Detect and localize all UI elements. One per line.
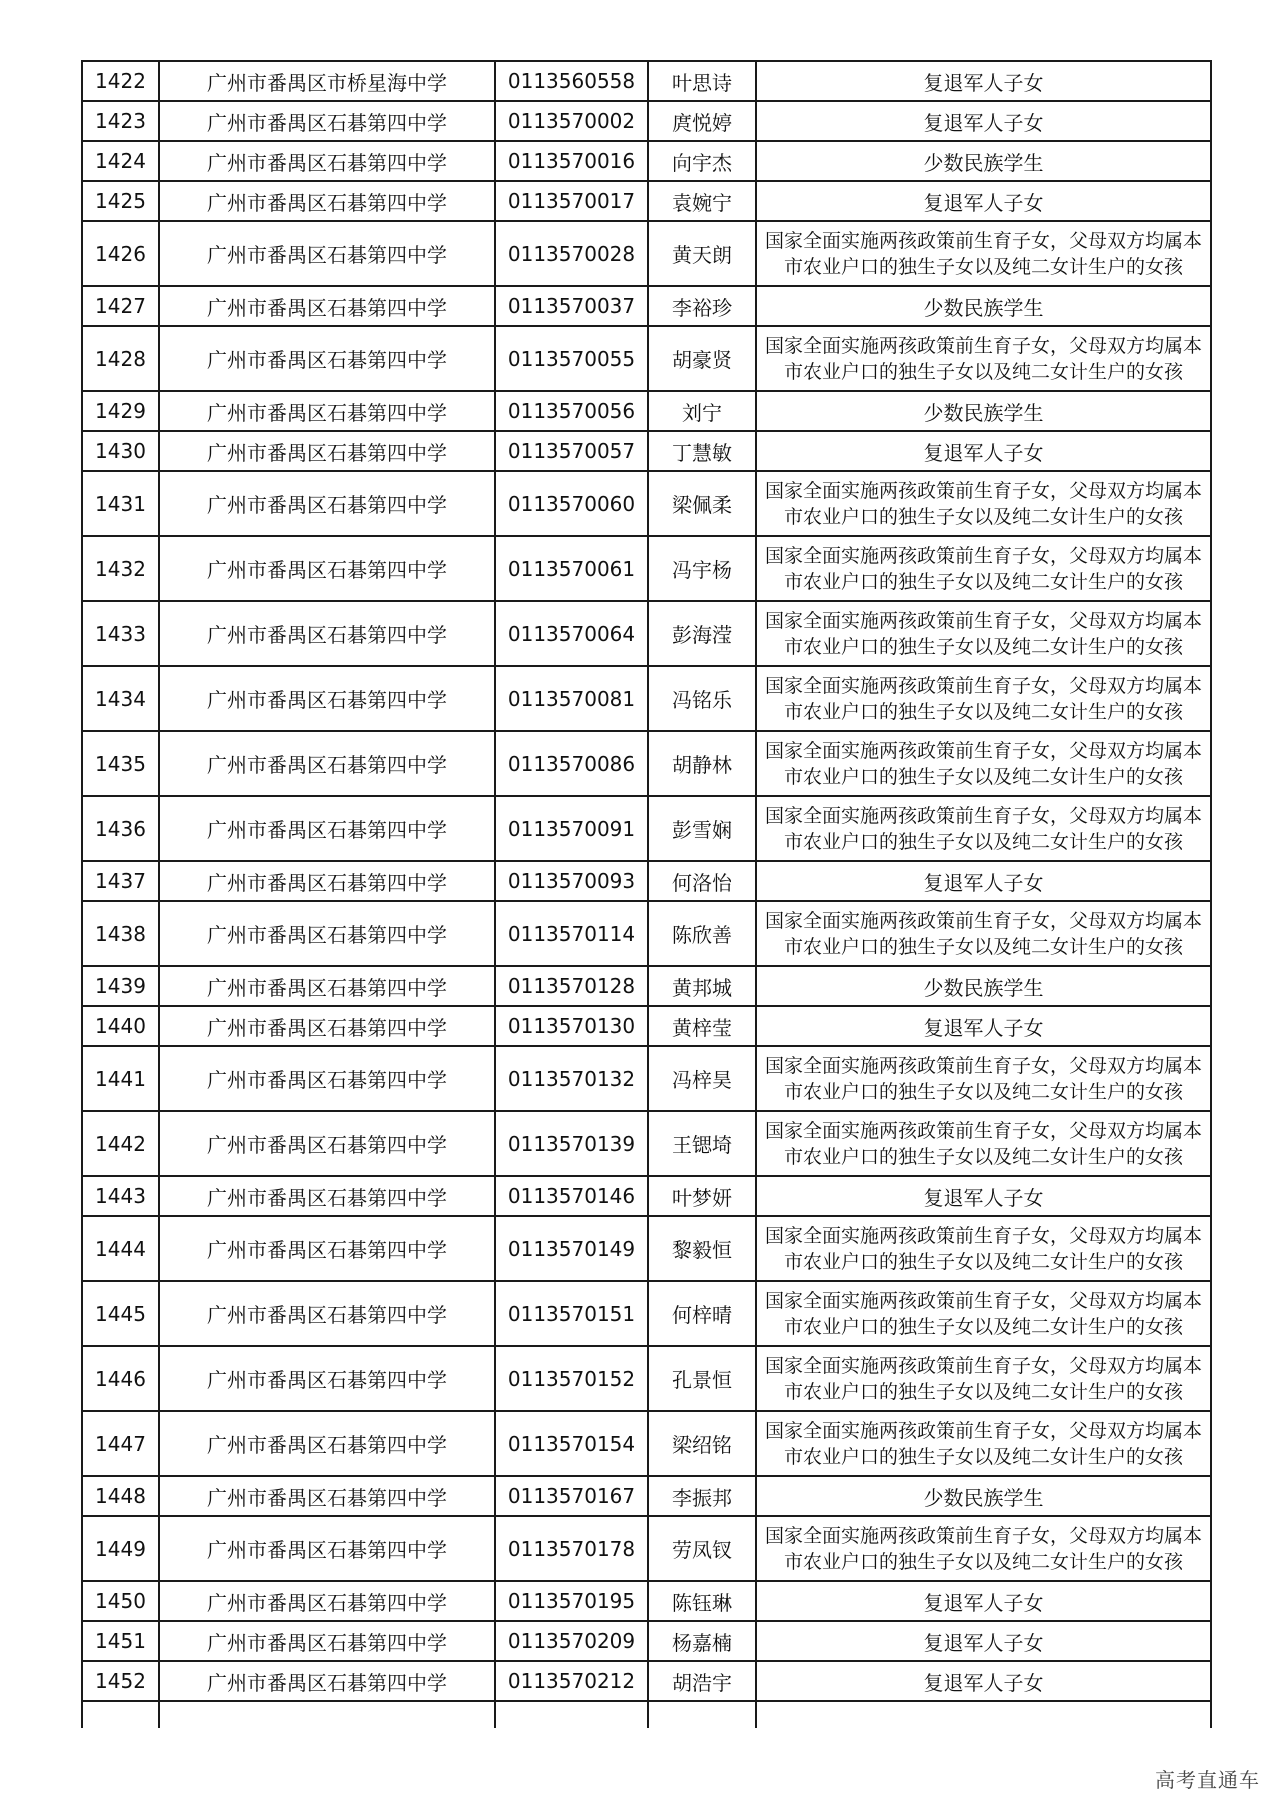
student-name-cell: 梁绍铭 xyxy=(648,1411,756,1476)
row-number-cell: 1450 xyxy=(82,1581,159,1621)
table-body xyxy=(82,61,1211,1728)
student-name-cell: 黎毅恒 xyxy=(648,1216,756,1281)
school-cell: 广州市番禺区石碁第四中学 xyxy=(159,601,495,666)
category-cell: 复退军人子女 xyxy=(756,1581,1211,1621)
student-name-cell: 丁慧敏 xyxy=(648,431,756,471)
table-row xyxy=(82,861,1211,901)
exam-id-cell: 0113570212 xyxy=(495,1661,648,1701)
category-cell: 国家全面实施两孩政策前生育子女，父母双方均属本市农业户口的独生子女以及纯二女计生户的女孩 xyxy=(756,1216,1211,1281)
row-number-cell: 1430 xyxy=(82,431,159,471)
table-row xyxy=(82,1111,1211,1176)
row-number-cell: 1447 xyxy=(82,1411,159,1476)
empty-cell xyxy=(82,1701,159,1728)
student-name-cell: 胡豪贤 xyxy=(648,326,756,391)
school-cell: 广州市番禺区石碁第四中学 xyxy=(159,1111,495,1176)
student-name-cell: 袁婉宁 xyxy=(648,181,756,221)
table-row xyxy=(82,1346,1211,1411)
student-name-cell: 庹悦婷 xyxy=(648,101,756,141)
school-cell: 广州市番禺区石碁第四中学 xyxy=(159,326,495,391)
row-number-cell: 1442 xyxy=(82,1111,159,1176)
table-row xyxy=(82,1621,1211,1661)
school-cell: 广州市番禺区石碁第四中学 xyxy=(159,1046,495,1111)
category-cell: 国家全面实施两孩政策前生育子女，父母双方均属本市农业户口的独生子女以及纯二女计生户的女孩 xyxy=(756,731,1211,796)
student-name-cell: 何梓晴 xyxy=(648,1281,756,1346)
category-cell: 复退军人子女 xyxy=(756,1661,1211,1701)
row-number-cell: 1448 xyxy=(82,1476,159,1516)
student-name-cell: 李振邦 xyxy=(648,1476,756,1516)
row-number-cell: 1427 xyxy=(82,286,159,326)
category-cell: 复退军人子女 xyxy=(756,1621,1211,1661)
table-row xyxy=(82,471,1211,536)
row-number-cell: 1428 xyxy=(82,326,159,391)
exam-id-cell: 0113570149 xyxy=(495,1216,648,1281)
student-name-cell: 梁佩柔 xyxy=(648,471,756,536)
student-name-cell: 李裕珍 xyxy=(648,286,756,326)
category-cell: 国家全面实施两孩政策前生育子女，父母双方均属本市农业户口的独生子女以及纯二女计生户的女孩 xyxy=(756,1111,1211,1176)
category-cell: 复退军人子女 xyxy=(756,861,1211,901)
exam-id-cell: 0113570081 xyxy=(495,666,648,731)
school-cell: 广州市番禺区石碁第四中学 xyxy=(159,1346,495,1411)
row-number-cell: 1441 xyxy=(82,1046,159,1111)
school-cell: 广州市番禺区石碁第四中学 xyxy=(159,966,495,1006)
category-cell: 国家全面实施两孩政策前生育子女，父母双方均属本市农业户口的独生子女以及纯二女计生户的女孩 xyxy=(756,471,1211,536)
table-row xyxy=(82,1046,1211,1111)
row-number-cell: 1432 xyxy=(82,536,159,601)
school-cell: 广州市番禺区石碁第四中学 xyxy=(159,431,495,471)
category-cell: 复退军人子女 xyxy=(756,1006,1211,1046)
exam-id-cell: 0113570128 xyxy=(495,966,648,1006)
category-cell: 少数民族学生 xyxy=(756,966,1211,1006)
row-number-cell: 1429 xyxy=(82,391,159,431)
student-name-cell: 叶思诗 xyxy=(648,61,756,101)
empty-cell xyxy=(495,1701,648,1728)
exam-id-cell: 0113570151 xyxy=(495,1281,648,1346)
school-cell: 广州市番禺区石碁第四中学 xyxy=(159,1216,495,1281)
table-row xyxy=(82,1411,1211,1476)
school-cell: 广州市番禺区石碁第四中学 xyxy=(159,181,495,221)
exam-id-cell: 0113570055 xyxy=(495,326,648,391)
school-cell: 广州市番禺区石碁第四中学 xyxy=(159,1581,495,1621)
row-number-cell: 1431 xyxy=(82,471,159,536)
category-cell: 国家全面实施两孩政策前生育子女，父母双方均属本市农业户口的独生子女以及纯二女计生户的女孩 xyxy=(756,326,1211,391)
category-cell: 国家全面实施两孩政策前生育子女，父母双方均属本市农业户口的独生子女以及纯二女计生户的女孩 xyxy=(756,1046,1211,1111)
exam-id-cell: 0113570016 xyxy=(495,141,648,181)
student-name-cell: 何洛怡 xyxy=(648,861,756,901)
category-cell: 国家全面实施两孩政策前生育子女，父母双方均属本市农业户口的独生子女以及纯二女计生户的女孩 xyxy=(756,1411,1211,1476)
school-cell: 广州市番禺区石碁第四中学 xyxy=(159,101,495,141)
exam-id-cell: 0113570056 xyxy=(495,391,648,431)
exam-id-cell: 0113570178 xyxy=(495,1516,648,1581)
table-row xyxy=(82,1216,1211,1281)
exam-id-cell: 0113570209 xyxy=(495,1621,648,1661)
student-name-cell: 黄邦城 xyxy=(648,966,756,1006)
school-cell: 广州市番禺区石碁第四中学 xyxy=(159,141,495,181)
student-name-cell: 陈欣善 xyxy=(648,901,756,966)
school-cell: 广州市番禺区石碁第四中学 xyxy=(159,391,495,431)
student-name-cell: 孔景恒 xyxy=(648,1346,756,1411)
school-cell: 广州市番禺区石碁第四中学 xyxy=(159,666,495,731)
school-cell: 广州市番禺区市桥星海中学 xyxy=(159,61,495,101)
school-cell: 广州市番禺区石碁第四中学 xyxy=(159,796,495,861)
table-row xyxy=(82,1281,1211,1346)
category-cell: 复退军人子女 xyxy=(756,431,1211,471)
row-number-cell: 1422 xyxy=(82,61,159,101)
student-name-cell: 冯铭乐 xyxy=(648,666,756,731)
row-number-cell: 1433 xyxy=(82,601,159,666)
category-cell: 国家全面实施两孩政策前生育子女，父母双方均属本市农业户口的独生子女以及纯二女计生户的女孩 xyxy=(756,796,1211,861)
exam-id-cell: 0113570167 xyxy=(495,1476,648,1516)
empty-cell xyxy=(648,1701,756,1728)
category-cell: 少数民族学生 xyxy=(756,1476,1211,1516)
row-number-cell: 1424 xyxy=(82,141,159,181)
exam-id-cell: 0113570114 xyxy=(495,901,648,966)
student-name-cell: 彭海滢 xyxy=(648,601,756,666)
table-row xyxy=(82,326,1211,391)
school-cell: 广州市番禺区石碁第四中学 xyxy=(159,731,495,796)
exam-id-cell: 0113570086 xyxy=(495,731,648,796)
exam-id-cell: 0113570093 xyxy=(495,861,648,901)
exam-id-cell: 0113570146 xyxy=(495,1176,648,1216)
table-row xyxy=(82,666,1211,731)
table-row xyxy=(82,901,1211,966)
school-cell: 广州市番禺区石碁第四中学 xyxy=(159,1281,495,1346)
category-cell: 国家全面实施两孩政策前生育子女，父母双方均属本市农业户口的独生子女以及纯二女计生户的女孩 xyxy=(756,1346,1211,1411)
category-cell: 少数民族学生 xyxy=(756,286,1211,326)
school-cell: 广州市番禺区石碁第四中学 xyxy=(159,1006,495,1046)
table-row xyxy=(82,101,1211,141)
table-row xyxy=(82,221,1211,286)
exam-id-cell: 0113570132 xyxy=(495,1046,648,1111)
exam-id-cell: 0113570154 xyxy=(495,1411,648,1476)
exam-id-cell: 0113570017 xyxy=(495,181,648,221)
category-cell: 复退军人子女 xyxy=(756,61,1211,101)
table-row xyxy=(82,286,1211,326)
row-number-cell: 1452 xyxy=(82,1661,159,1701)
row-number-cell: 1444 xyxy=(82,1216,159,1281)
table-row xyxy=(82,601,1211,666)
row-number-cell: 1443 xyxy=(82,1176,159,1216)
school-cell: 广州市番禺区石碁第四中学 xyxy=(159,286,495,326)
exam-id-cell: 0113570064 xyxy=(495,601,648,666)
table-row xyxy=(82,1661,1211,1701)
empty-cell xyxy=(756,1701,1211,1728)
row-number-cell: 1435 xyxy=(82,731,159,796)
table-row xyxy=(82,796,1211,861)
table-row xyxy=(82,181,1211,221)
row-number-cell: 1438 xyxy=(82,901,159,966)
category-cell: 国家全面实施两孩政策前生育子女，父母双方均属本市农业户口的独生子女以及纯二女计生户的女孩 xyxy=(756,536,1211,601)
table-row xyxy=(82,141,1211,181)
exam-id-cell: 0113570130 xyxy=(495,1006,648,1046)
student-name-cell: 向宇杰 xyxy=(648,141,756,181)
student-name-cell: 冯宇杨 xyxy=(648,536,756,601)
table-row xyxy=(82,431,1211,471)
table-row xyxy=(82,1176,1211,1216)
school-cell: 广州市番禺区石碁第四中学 xyxy=(159,1476,495,1516)
row-number-cell: 1451 xyxy=(82,1621,159,1661)
row-number-cell: 1426 xyxy=(82,221,159,286)
table-row xyxy=(82,391,1211,431)
exam-id-cell: 0113570139 xyxy=(495,1111,648,1176)
student-name-cell: 胡浩宇 xyxy=(648,1661,756,1701)
category-cell: 复退军人子女 xyxy=(756,181,1211,221)
category-cell: 少数民族学生 xyxy=(756,141,1211,181)
row-number-cell: 1439 xyxy=(82,966,159,1006)
exam-id-cell: 0113570002 xyxy=(495,101,648,141)
student-name-cell: 刘宁 xyxy=(648,391,756,431)
category-cell: 国家全面实施两孩政策前生育子女，父母双方均属本市农业户口的独生子女以及纯二女计生户的女孩 xyxy=(756,221,1211,286)
row-number-cell: 1423 xyxy=(82,101,159,141)
student-name-cell: 黄梓莹 xyxy=(648,1006,756,1046)
category-cell: 少数民族学生 xyxy=(756,391,1211,431)
school-cell: 广州市番禺区石碁第四中学 xyxy=(159,1661,495,1701)
exam-id-cell: 0113570057 xyxy=(495,431,648,471)
watermark-text: 高考直通车 xyxy=(1155,1768,1260,1792)
empty-cell xyxy=(159,1701,495,1728)
category-cell: 国家全面实施两孩政策前生育子女，父母双方均属本市农业户口的独生子女以及纯二女计生户的女孩 xyxy=(756,1281,1211,1346)
student-name-cell: 胡静林 xyxy=(648,731,756,796)
table-row xyxy=(82,1516,1211,1581)
student-name-cell: 劳凤钗 xyxy=(648,1516,756,1581)
row-number-cell: 1440 xyxy=(82,1006,159,1046)
exam-id-cell: 0113570195 xyxy=(495,1581,648,1621)
table-row xyxy=(82,1476,1211,1516)
row-number-cell: 1445 xyxy=(82,1281,159,1346)
category-cell: 国家全面实施两孩政策前生育子女，父母双方均属本市农业户口的独生子女以及纯二女计生户的女孩 xyxy=(756,901,1211,966)
category-cell: 国家全面实施两孩政策前生育子女，父母双方均属本市农业户口的独生子女以及纯二女计生户的女孩 xyxy=(756,1516,1211,1581)
school-cell: 广州市番禺区石碁第四中学 xyxy=(159,1411,495,1476)
category-cell: 复退军人子女 xyxy=(756,1176,1211,1216)
school-cell: 广州市番禺区石碁第四中学 xyxy=(159,1176,495,1216)
school-cell: 广州市番禺区石碁第四中学 xyxy=(159,1516,495,1581)
exam-id-cell: 0113570152 xyxy=(495,1346,648,1411)
table-row xyxy=(82,1581,1211,1621)
school-cell: 广州市番禺区石碁第四中学 xyxy=(159,861,495,901)
exam-id-cell: 0113560558 xyxy=(495,61,648,101)
school-cell: 广州市番禺区石碁第四中学 xyxy=(159,221,495,286)
school-cell: 广州市番禺区石碁第四中学 xyxy=(159,901,495,966)
row-number-cell: 1449 xyxy=(82,1516,159,1581)
school-cell: 广州市番禺区石碁第四中学 xyxy=(159,1621,495,1661)
exam-id-cell: 0113570060 xyxy=(495,471,648,536)
admission-list-table xyxy=(81,60,1212,1728)
student-name-cell: 陈钰琳 xyxy=(648,1581,756,1621)
table-row xyxy=(82,536,1211,601)
school-cell: 广州市番禺区石碁第四中学 xyxy=(159,471,495,536)
exam-id-cell: 0113570028 xyxy=(495,221,648,286)
student-name-cell: 彭雪娴 xyxy=(648,796,756,861)
table-row xyxy=(82,731,1211,796)
student-name-cell: 叶梦妍 xyxy=(648,1176,756,1216)
category-cell: 国家全面实施两孩政策前生育子女，父母双方均属本市农业户口的独生子女以及纯二女计生户的女孩 xyxy=(756,601,1211,666)
exam-id-cell: 0113570037 xyxy=(495,286,648,326)
exam-id-cell: 0113570091 xyxy=(495,796,648,861)
row-number-cell: 1446 xyxy=(82,1346,159,1411)
table-row-continuation xyxy=(82,1701,1211,1728)
student-name-cell: 黄天朗 xyxy=(648,221,756,286)
exam-id-cell: 0113570061 xyxy=(495,536,648,601)
row-number-cell: 1437 xyxy=(82,861,159,901)
student-name-cell: 王锶埼 xyxy=(648,1111,756,1176)
table-row xyxy=(82,1006,1211,1046)
row-number-cell: 1425 xyxy=(82,181,159,221)
student-name-cell: 杨嘉楠 xyxy=(648,1621,756,1661)
table-row xyxy=(82,61,1211,101)
school-cell: 广州市番禺区石碁第四中学 xyxy=(159,536,495,601)
student-name-cell: 冯梓昊 xyxy=(648,1046,756,1111)
category-cell: 复退军人子女 xyxy=(756,101,1211,141)
category-cell: 国家全面实施两孩政策前生育子女，父母双方均属本市农业户口的独生子女以及纯二女计生户的女孩 xyxy=(756,666,1211,731)
row-number-cell: 1434 xyxy=(82,666,159,731)
table-row xyxy=(82,966,1211,1006)
row-number-cell: 1436 xyxy=(82,796,159,861)
